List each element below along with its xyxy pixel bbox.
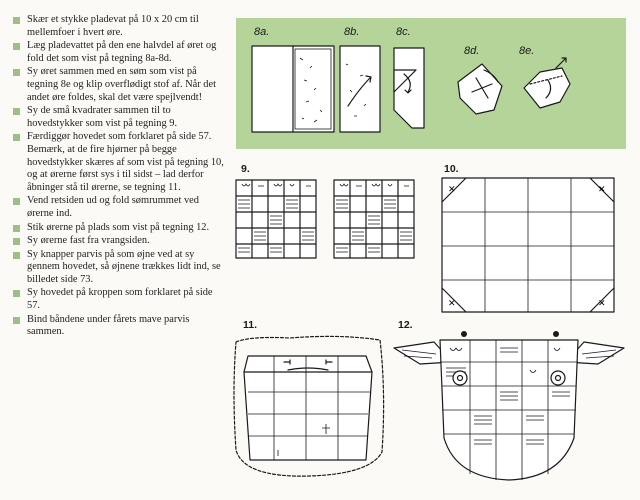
fold-step-8c (394, 48, 424, 128)
svg-text:✕: ✕ (448, 299, 456, 309)
bullet-square-icon (13, 317, 20, 324)
finished-head-drawing (390, 328, 628, 488)
figure-label-8a: 8a. (254, 26, 270, 38)
instruction-item (12, 14, 224, 39)
instruction-item (12, 66, 224, 104)
svg-text:✕: ✕ (448, 185, 456, 195)
figure-label-8b: 8b. (344, 26, 360, 38)
bullet-square-icon (13, 43, 20, 50)
instruction-text: Læg pladevattet på den ene halvdel af øret og fold det som vist på tegning 8a-8d. (27, 40, 217, 64)
bullet-square-icon (13, 225, 20, 232)
instruction-text: Sy de små kvadrater sammen til to hovedstykker som vist på tegning 9. (27, 105, 178, 129)
svg-text:✕: ✕ (598, 185, 606, 195)
patchwork-squares-drawing (236, 178, 416, 268)
instruction-text: Færdiggør hovedet som forklaret på side 57. Bemærk, at de fire hjørner på begge hovedstykker skæres af som vist på tegning 10, og at ørerne først sys i til sidst – lad derfor åbninger stå til ørerne, se tegning 11. (27, 131, 224, 193)
ear-pin-right (553, 331, 559, 337)
instruction-item (12, 249, 224, 287)
figure-label-8d: 8d. (464, 45, 480, 57)
instruction-item (12, 40, 224, 65)
instruction-text: Sy hovedet på kroppen som forklaret på side 57. (27, 287, 213, 312)
bullet-square-icon (13, 238, 20, 245)
fold-step-8a (252, 46, 334, 132)
fold-step-8e (524, 58, 570, 108)
fold-step-8d (458, 64, 502, 114)
figure-label-9: 9. (241, 163, 250, 175)
instruction-text: Sy knapper parvis på som øjne ved at sy gennem hovedet, så øjnene trækkes lidt ind, se billedet side 73. (27, 248, 221, 285)
left-eye-button (453, 371, 467, 385)
instruction-text: Skær et stykke pladevat på 10 x 20 cm til mellemfoer i hvert øre. (27, 14, 199, 38)
figure-label-10: 10. (444, 163, 459, 175)
patchwork-left (236, 180, 316, 258)
figure-label-12: 12. (398, 319, 413, 331)
bullet-square-icon (13, 134, 20, 141)
ear-pin-left (461, 331, 467, 337)
instruction-item (12, 131, 224, 194)
fold-step-8b (340, 46, 380, 132)
instruction-text: Stik ørerne på plads som vist på tegning 12. (27, 221, 210, 233)
right-eye-button (551, 371, 565, 385)
figure-label-8c: 8c. (396, 26, 411, 38)
bullet-square-icon (13, 252, 20, 259)
bullet-square-icon (13, 198, 20, 205)
head-with-openings-drawing (230, 332, 390, 482)
cut-corners-grid-drawing (440, 176, 620, 316)
svg-text:✕: ✕ (598, 299, 606, 309)
instruction-item (12, 287, 224, 312)
patchwork-right (334, 180, 414, 258)
instruction-item (12, 235, 224, 248)
instruction-text: Bind båndene under fårets mave parvis sammen. (27, 313, 190, 338)
instruction-list (12, 14, 224, 340)
folding-diagram-panel (236, 18, 626, 149)
bullet-square-icon (13, 69, 20, 76)
instruction-item (12, 314, 224, 339)
bullet-square-icon (13, 17, 20, 24)
instruction-text: Sy øret sammen med en søm som vist på tegning 8e og klip overflødigt stof af. Når det andet øre foldes, skal det være spejlvendt! (27, 66, 217, 103)
figure-label-8e: 8e. (519, 45, 535, 57)
figure-label-11: 11. (243, 319, 258, 331)
bullet-square-icon (13, 290, 20, 297)
instruction-item (12, 222, 224, 235)
bullet-square-icon (13, 108, 20, 115)
instruction-item (12, 195, 224, 220)
fold-steps-drawing (236, 18, 626, 149)
instruction-text: Sy ørerne fast fra vrangsiden. (27, 235, 150, 247)
instruction-text: Vend retsiden ud og fold sømrummet ved ørerne ind. (27, 195, 199, 219)
instruction-item (12, 105, 224, 130)
